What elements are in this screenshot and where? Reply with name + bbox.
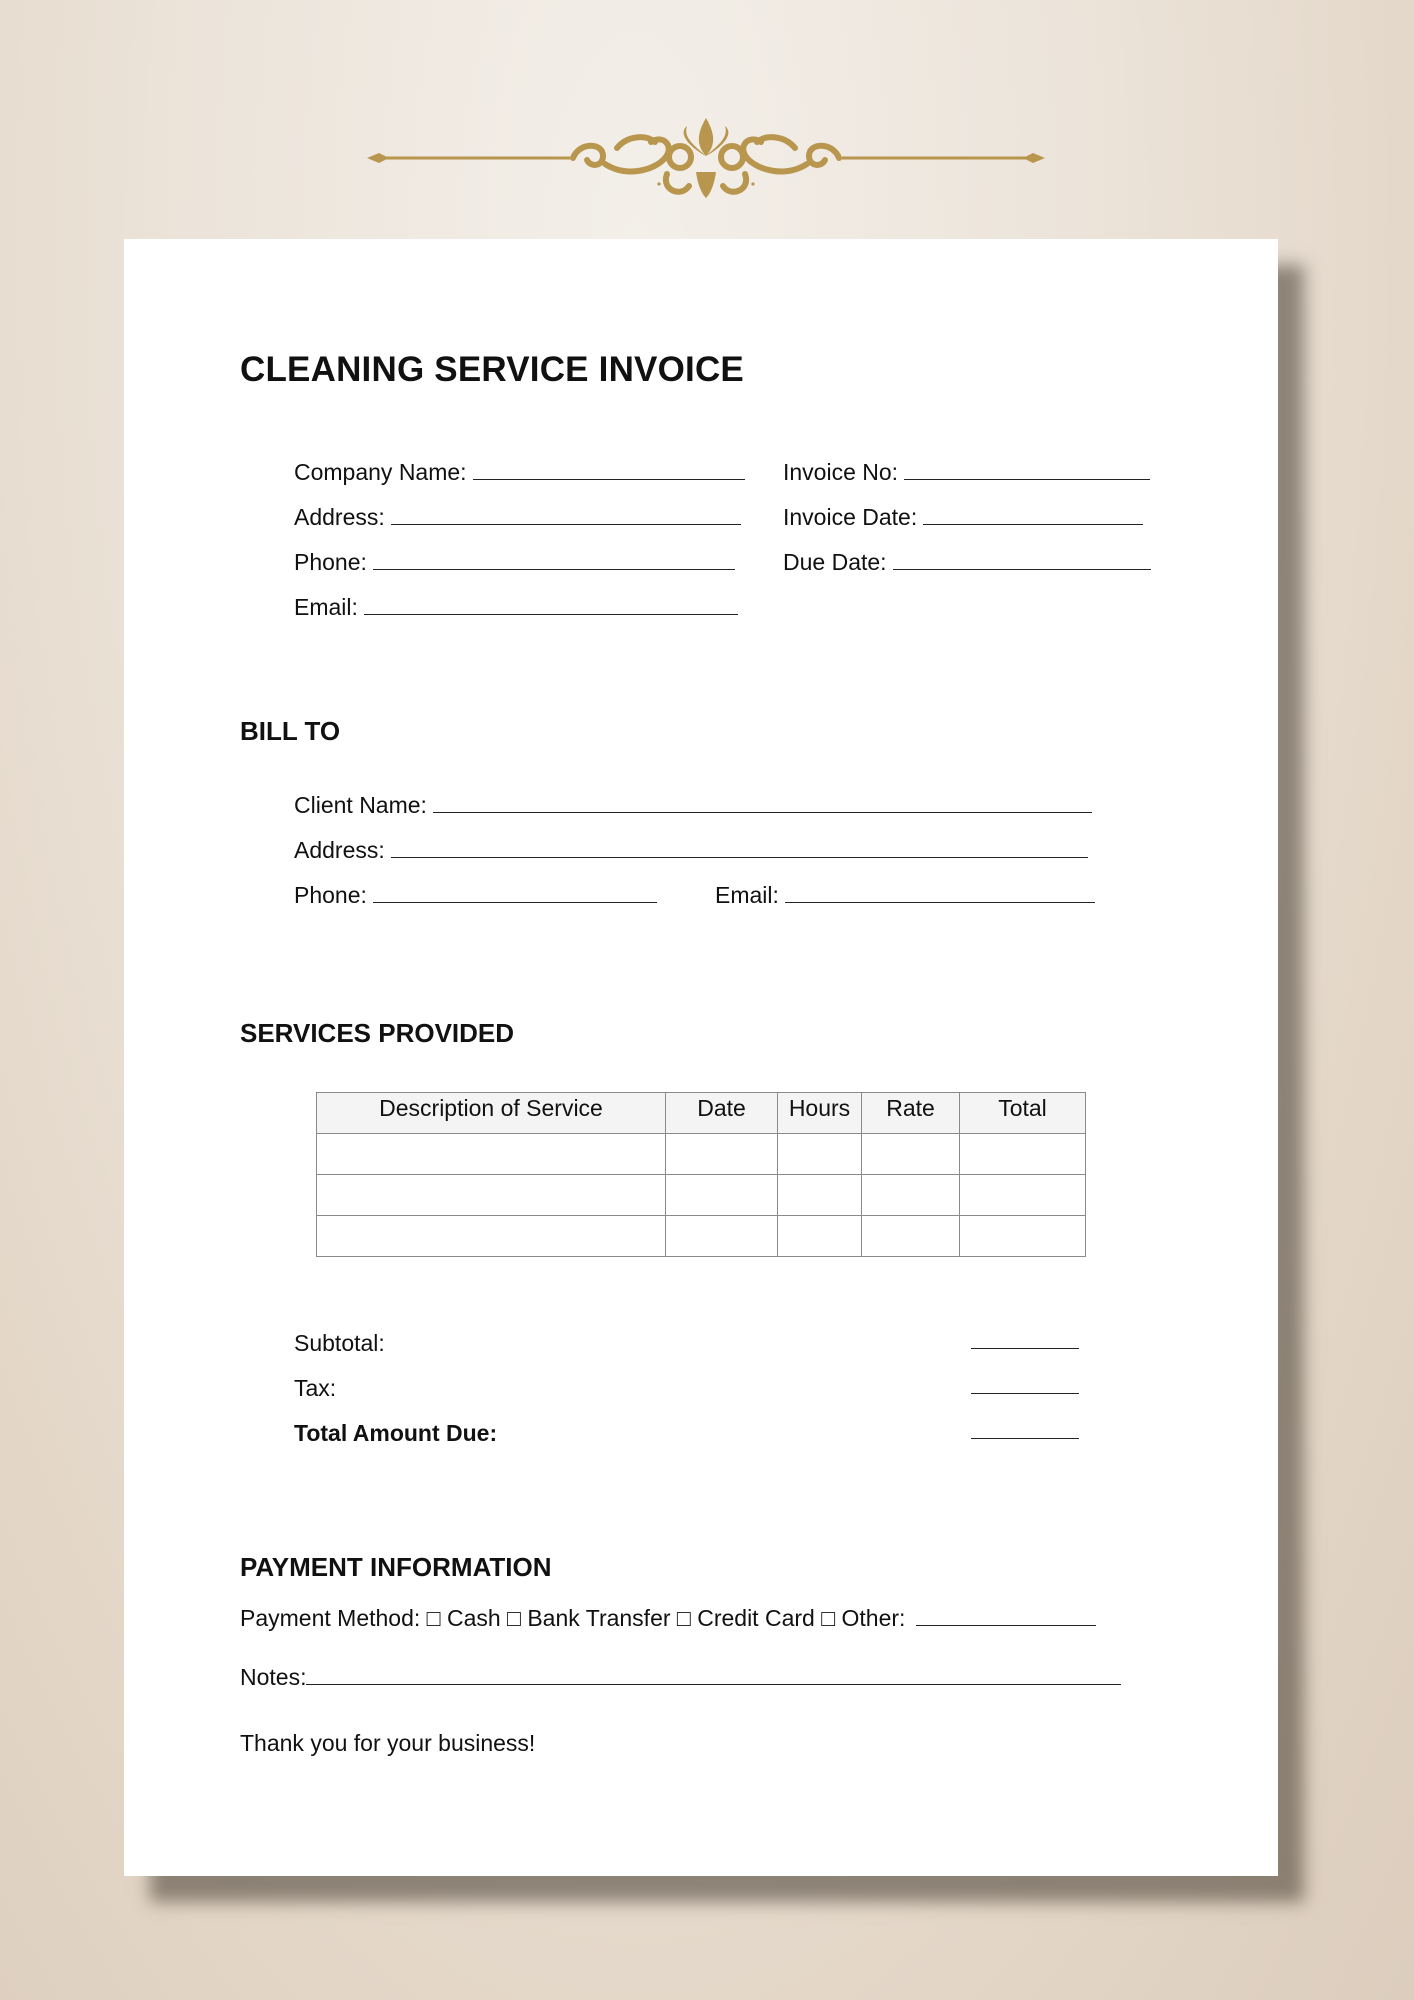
due-date-label: Due Date: [783, 549, 887, 575]
bill-to-heading: BILL TO [240, 716, 341, 746]
thank-you-note: Thank you for your business! [240, 1730, 536, 1756]
invoice-date-field [783, 503, 1143, 531]
table-cell-total[interactable] [960, 1216, 1086, 1257]
table-cell-rate[interactable] [862, 1216, 960, 1257]
payment-heading: PAYMENT INFORMATION [240, 1552, 552, 1582]
invoice-no-label: Invoice No: [783, 459, 899, 485]
table-row [317, 1134, 1086, 1175]
services-heading: SERVICES PROVIDED [240, 1018, 515, 1048]
client-name-label: Client Name: [294, 792, 427, 818]
tax-blank[interactable] [971, 1393, 1079, 1394]
subtotal-blank[interactable] [971, 1348, 1079, 1349]
column-header-total: Total [960, 1093, 1086, 1134]
table-cell-description[interactable] [317, 1175, 666, 1216]
client-email-blank[interactable] [785, 886, 1095, 903]
table-row [317, 1216, 1086, 1257]
company-name-label: Company Name: [294, 459, 467, 485]
services-header-row [317, 1093, 1086, 1134]
page-title: CLEANING SERVICE INVOICE [240, 350, 744, 389]
notes-field [240, 1663, 1121, 1691]
company-address-label: Address: [294, 504, 385, 530]
due-date-blank[interactable] [893, 553, 1151, 570]
company-email-blank[interactable] [364, 598, 738, 615]
invoice-no-blank[interactable] [904, 463, 1150, 480]
table-row [317, 1175, 1086, 1216]
client-phone-label: Phone: [294, 882, 367, 908]
checkbox-credit-card[interactable]: □ [676, 1605, 691, 1631]
client-address-blank[interactable] [391, 841, 1088, 858]
payment-method-label: Payment Method: [240, 1605, 421, 1631]
payment-method-row [240, 1604, 1096, 1632]
notes-blank[interactable] [306, 1668, 1121, 1685]
client-name-field [294, 791, 1092, 819]
company-address-field [294, 503, 741, 531]
company-address-blank[interactable] [391, 508, 741, 525]
company-phone-field [294, 548, 735, 576]
table-cell-date[interactable] [666, 1134, 778, 1175]
total-due-label: Total Amount Due: [294, 1420, 498, 1446]
company-name-blank[interactable] [473, 463, 745, 480]
company-name-field [294, 458, 745, 486]
option-cash-label: Cash [446, 1605, 501, 1631]
checkbox-cash[interactable]: □ [426, 1605, 441, 1631]
tax-label: Tax: [294, 1375, 337, 1401]
client-phone-blank[interactable] [373, 886, 657, 903]
services-table [316, 1092, 1086, 1257]
client-email-field [715, 881, 1095, 909]
invoice-date-blank[interactable] [923, 508, 1143, 525]
total-due-blank[interactable] [971, 1438, 1079, 1439]
client-email-label: Email: [715, 882, 779, 908]
due-date-field [783, 548, 1151, 576]
table-cell-hours[interactable] [778, 1134, 862, 1175]
column-header-date: Date [666, 1093, 778, 1134]
table-cell-total[interactable] [960, 1175, 1086, 1216]
table-cell-rate[interactable] [862, 1175, 960, 1216]
checkbox-bank-transfer[interactable]: □ [507, 1605, 521, 1631]
table-cell-rate[interactable] [862, 1134, 960, 1175]
client-phone-field [294, 881, 657, 909]
other-method-blank[interactable] [916, 1609, 1096, 1626]
table-cell-date[interactable] [666, 1216, 778, 1257]
client-name-blank[interactable] [433, 796, 1092, 813]
table-cell-description[interactable] [317, 1216, 666, 1257]
checkbox-other[interactable]: □ [821, 1605, 836, 1631]
company-email-field [294, 593, 738, 621]
ornament-flourish-icon [365, 112, 1047, 202]
column-header-rate: Rate [862, 1093, 960, 1134]
notes-label: Notes: [240, 1664, 307, 1690]
option-credit-card-label: Credit Card [697, 1605, 815, 1631]
table-cell-total[interactable] [960, 1134, 1086, 1175]
table-cell-hours[interactable] [778, 1216, 862, 1257]
company-email-label: Email: [294, 594, 358, 620]
client-address-label: Address: [294, 837, 385, 863]
table-cell-description[interactable] [317, 1134, 666, 1175]
invoice-paper [124, 239, 1278, 1876]
invoice-no-field [783, 458, 1150, 486]
invoice-date-label: Invoice Date: [783, 504, 918, 530]
subtotal-label: Subtotal: [294, 1330, 385, 1356]
column-header-description: Description of Service [317, 1093, 666, 1134]
company-phone-label: Phone: [294, 549, 367, 575]
company-phone-blank[interactable] [373, 553, 735, 570]
table-cell-date[interactable] [666, 1175, 778, 1216]
option-other-label: Other: [841, 1605, 906, 1631]
client-address-field [294, 836, 1088, 864]
option-bank-transfer-label: Bank Transfer [527, 1605, 671, 1631]
table-cell-hours[interactable] [778, 1175, 862, 1216]
column-header-hours: Hours [778, 1093, 862, 1134]
